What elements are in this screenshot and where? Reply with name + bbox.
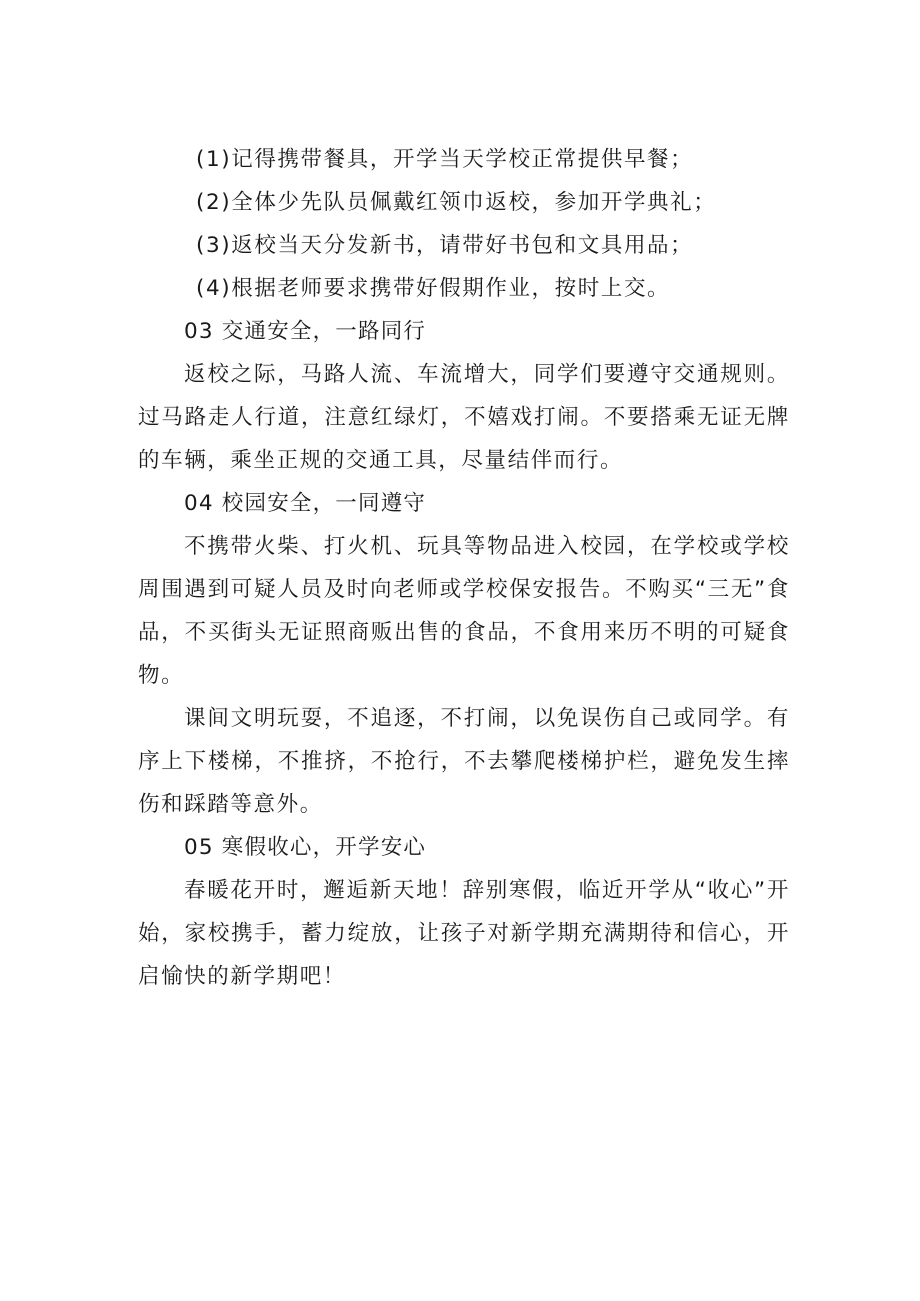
section-heading-campus: 04 校园安全，一同遵守 <box>184 491 427 516</box>
paragraph-campus-conduct: 课间文明玩耍，不追逐，不打闹，以免误伤自己或同学。有序上下楼梯，不推挤，不抢行，不去攀爬楼梯护栏，避免发生摔伤和踩踏等意外。 <box>138 706 790 817</box>
paragraph-campus-items: 不携带火柴、打火机、玩具等物品进入校园，在学校或学校周围遇到可疑人员及时向老师或学校保安报告。不购买“三无”食品，不买街头无证照商贩出售的食品，不食用来历不明的可疑食物。 <box>138 534 790 688</box>
list-item-1: (1)记得携带餐具，开学当天学校正常提供早餐； <box>196 147 694 172</box>
list-item-2: (2)全体少先队员佩戴红领巾返校，参加开学典礼； <box>196 190 717 215</box>
paragraph-return: 春暖花开时，邂逅新天地！辞别寒假，临近开学从“收心”开始，家校携手，蓄力绽放，让孩子对新学期充满期待和信心，开启愉快的新学期吧！ <box>138 878 790 989</box>
document-body <box>138 138 790 998</box>
list-item-3: (3)返校当天分发新书，请带好书包和文具用品； <box>196 233 694 258</box>
paragraph-traffic: 返校之际，马路人流、车流增大，同学们要遵守交通规则。过马路走人行道，注意红绿灯，不嬉戏打闹。不要搭乘无证无牌的车辆，乘坐正规的交通工具，尽量结伴而行。 <box>138 362 790 473</box>
section-heading-return: 05 寒假收心，开学安心 <box>184 835 427 860</box>
section-heading-traffic: 03 交通安全，一路同行 <box>184 319 427 344</box>
list-item-4: (4)根据老师要求携带好假期作业，按时上交。 <box>196 276 671 301</box>
